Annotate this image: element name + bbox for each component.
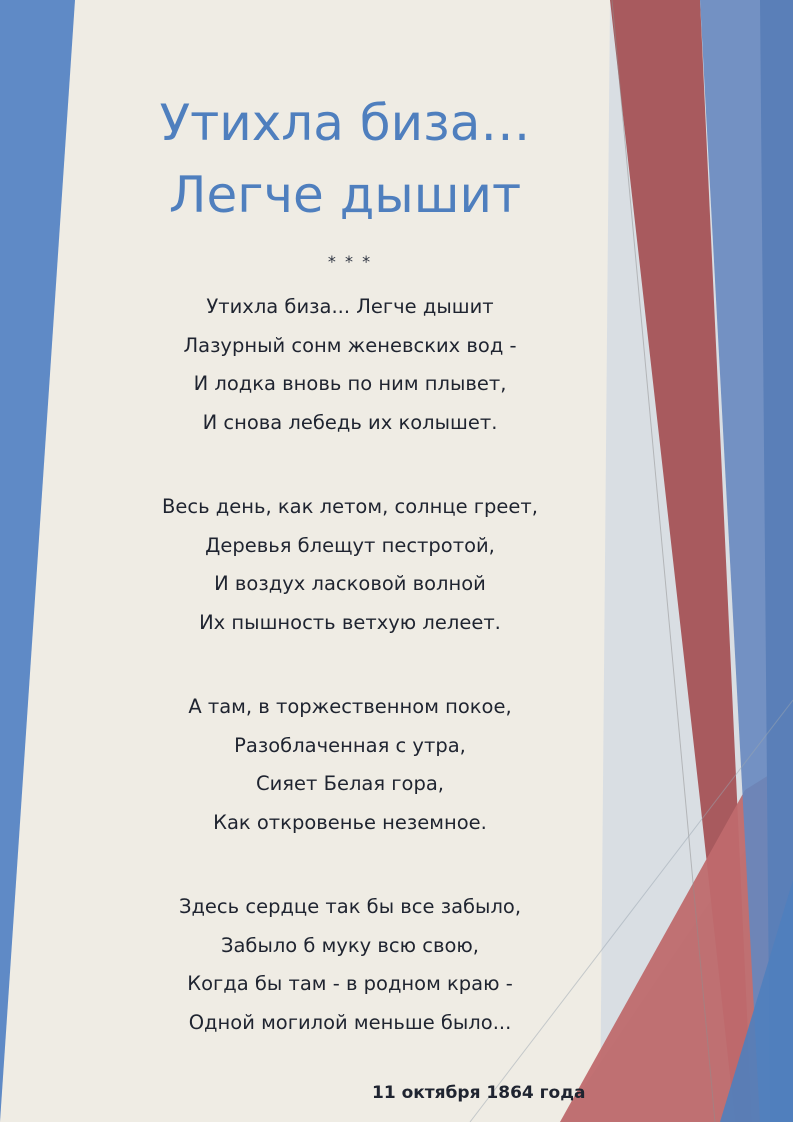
poem-line: Когда бы там - в родном краю - <box>187 972 513 995</box>
poem-line: И лодка вновь по ним плывет, <box>193 372 507 395</box>
poem-line: И воздух ласковой волной <box>214 572 486 595</box>
poem-line: Как откровенье неземное. <box>213 810 487 834</box>
poem-date: 11 октября 1864 года <box>372 1083 586 1103</box>
stanza-3 <box>95 688 605 888</box>
stanza-2 <box>95 488 605 688</box>
poem-line: И снова лебедь их колышет. <box>202 410 498 434</box>
left-blue-band <box>0 0 75 1122</box>
poem-line: Одной могилой меньше было... <box>188 1010 512 1034</box>
poem-title-line-1: Утихла биза… <box>159 94 531 152</box>
poem-line: Сияет Белая гора, <box>256 772 444 795</box>
poem-line: Лазурный сонм женевских вод - <box>183 333 517 357</box>
stanza-4 <box>95 888 605 1088</box>
poem-title-line-2: Легче дышит <box>168 166 522 224</box>
poem-line: Утихла биза... Легче дышит <box>206 295 494 318</box>
poem-line: Забыло б муку всю свою, <box>220 933 480 957</box>
poem-line: Деревья блещут пестротой, <box>205 533 495 557</box>
stanza-separator: * * * <box>327 252 373 271</box>
stanza-1 <box>95 288 605 488</box>
poem-line: Весь день, как летом, солнце греет, <box>162 495 538 518</box>
poem-line: Их пышность ветхую лелеет. <box>199 610 501 634</box>
poem-body <box>95 288 605 1088</box>
poem-line: Здесь сердце так бы все забыло, <box>178 895 522 918</box>
poem-line: Разоблаченная с утра, <box>234 733 466 757</box>
poem-line: А там, в торжественном покое, <box>188 695 512 718</box>
